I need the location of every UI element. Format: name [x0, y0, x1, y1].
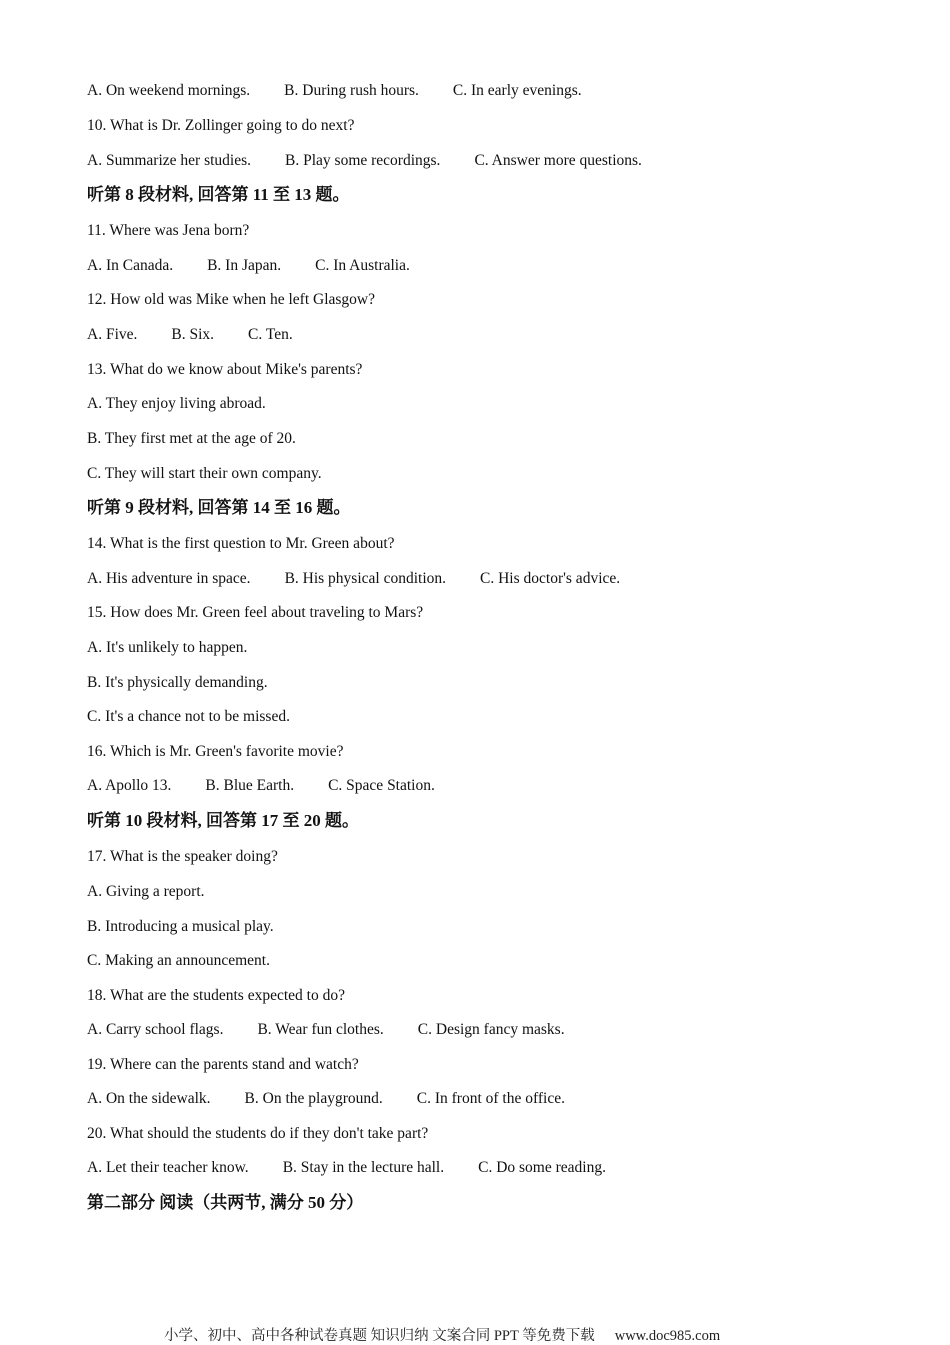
option: A. On the sidewalk.	[87, 1090, 211, 1107]
option: B. Introducing a musical play.	[87, 918, 274, 935]
option: B. Wear fun clothes.	[257, 1021, 384, 1038]
option: A. They enjoy living abroad.	[87, 395, 266, 412]
page-footer	[164, 1324, 720, 1345]
option: C. Space Station.	[328, 777, 435, 794]
option: A. Giving a report.	[87, 883, 205, 900]
option: A. In Canada.	[87, 257, 174, 274]
option: A. Apollo 13.	[87, 777, 172, 794]
options-line	[87, 81, 582, 101]
option: A. On weekend mornings.	[87, 82, 251, 99]
option: C. Answer more questions.	[474, 152, 642, 169]
option: B. It's physically demanding.	[87, 674, 268, 691]
option: C. In Australia.	[315, 257, 410, 274]
footer-url[interactable]: www.doc985.com	[614, 1328, 721, 1344]
question-16: 16. Which is Mr. Green's favorite movie?	[87, 743, 344, 760]
options-line	[87, 1089, 565, 1109]
section-heading: 听第 9 段材料, 回答第 14 至 16 题。	[87, 498, 351, 517]
question-14: 14. What is the first question to Mr. Green about?	[87, 535, 395, 552]
option: B. Play some recordings.	[285, 152, 441, 169]
option: B. During rush hours.	[284, 82, 419, 99]
question-11: 11. Where was Jena born?	[87, 222, 250, 239]
section-heading: 听第 8 段材料, 回答第 11 至 13 题。	[87, 185, 350, 204]
option: A. Let their teacher know.	[87, 1159, 249, 1176]
option: C. His doctor's advice.	[480, 570, 621, 587]
question-10: 10. What is Dr. Zollinger going to do next?	[87, 117, 355, 134]
option: B. His physical condition.	[284, 570, 447, 587]
option: A. It's unlikely to happen.	[87, 639, 248, 656]
option: B. On the playground.	[244, 1090, 383, 1107]
options-line	[87, 1020, 565, 1040]
option: C. Making an announcement.	[87, 952, 270, 969]
question-13: 13. What do we know about Mike's parents?	[87, 361, 363, 378]
options-line	[87, 776, 435, 796]
options-line	[87, 569, 620, 589]
footer-text: 小学、初中、高中各种试卷真题 知识归纳 文案合同 PPT 等免费下载	[164, 1328, 595, 1344]
option: A. Summarize her studies.	[87, 152, 252, 169]
options-line	[87, 1158, 606, 1178]
option: C. In front of the office.	[416, 1090, 565, 1107]
option: C. Ten.	[248, 326, 293, 343]
options-line	[87, 325, 293, 345]
option: C. Do some reading.	[478, 1159, 606, 1176]
section-heading: 听第 10 段材料, 回答第 17 至 20 题。	[87, 811, 359, 830]
question-18: 18. What are the students expected to do?	[87, 987, 345, 1004]
option: B. In Japan.	[207, 257, 282, 274]
option: C. In early evenings.	[452, 82, 582, 99]
option: B. Six.	[171, 326, 215, 343]
option: B. They first met at the age of 20.	[87, 430, 296, 447]
question-19: 19. Where can the parents stand and watch?	[87, 1056, 359, 1073]
options-line	[87, 151, 642, 171]
question-17: 17. What is the speaker doing?	[87, 848, 278, 865]
part-heading: 第二部分 阅读（共两节, 满分 50 分）	[87, 1193, 364, 1212]
question-15: 15. How does Mr. Green feel about traveling to Mars?	[87, 604, 424, 621]
question-20: 20. What should the students do if they don't take part?	[87, 1125, 429, 1142]
option: B. Stay in the lecture hall.	[282, 1159, 445, 1176]
option: B. Blue Earth.	[205, 777, 295, 794]
question-12: 12. How old was Mike when he left Glasgow?	[87, 291, 375, 308]
option: C. Design fancy masks.	[417, 1021, 565, 1038]
option: C. It's a chance not to be missed.	[87, 708, 290, 725]
option: A. Five.	[87, 326, 138, 343]
option: A. Carry school flags.	[87, 1021, 224, 1038]
option: C. They will start their own company.	[87, 465, 322, 482]
options-line	[87, 256, 410, 276]
option: A. His adventure in space.	[87, 570, 251, 587]
